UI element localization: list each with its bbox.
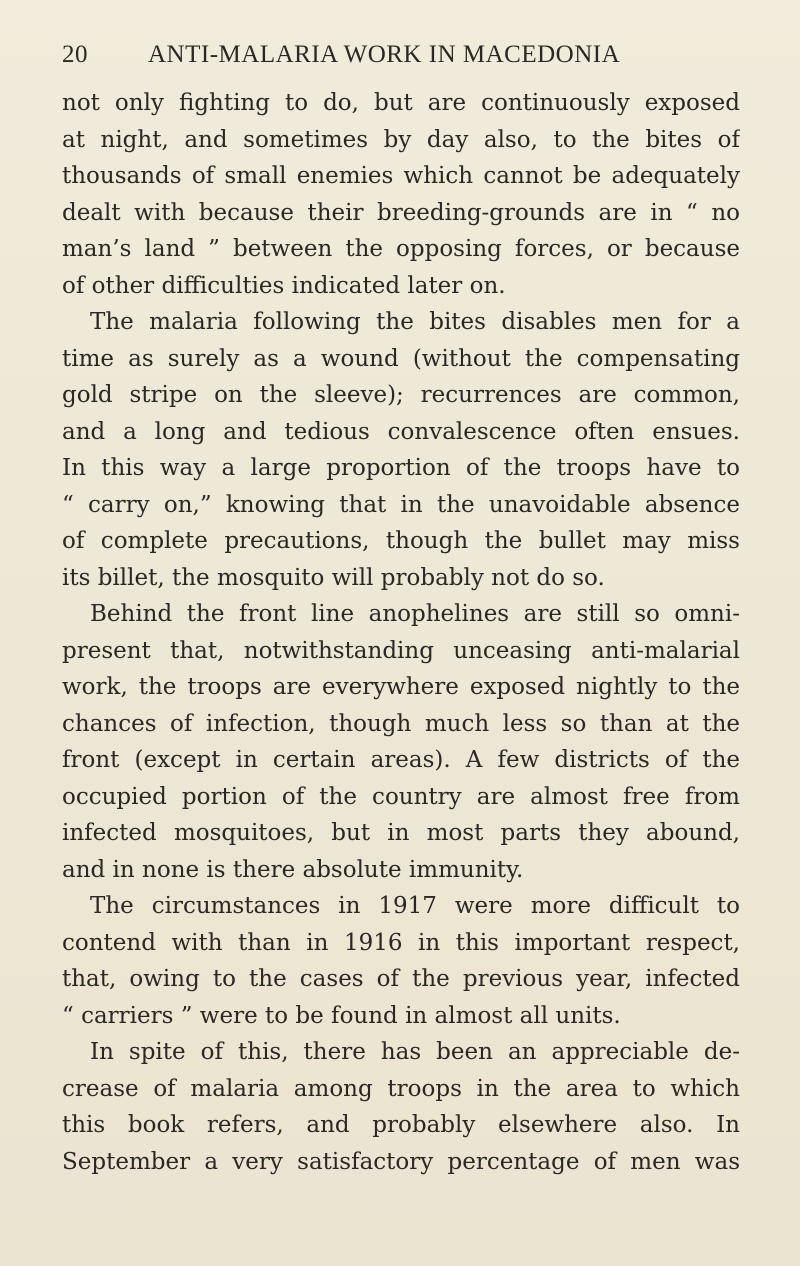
text-line: infected mosquitoes, but in most parts they abound,	[62, 820, 740, 846]
running-head	[62, 38, 742, 72]
text-line: dealt with because their breeding-grounds are in “ no	[62, 199, 740, 226]
text-line: The malaria following the bites disables men for a	[90, 309, 740, 335]
text-line: not only fighting to do, but are continuously exposed	[62, 90, 740, 116]
text-line: Behind the front line anophelines are still so omni-	[90, 601, 740, 627]
text-line: time as surely as a wound (without the compensating	[62, 345, 740, 372]
text-line: present that, notwithstanding unceasing anti-malarial	[62, 637, 740, 664]
text-line: September a very satisfactory percentage of men was	[62, 1148, 740, 1175]
text-line: occupied portion of the country are almost free from	[62, 783, 740, 810]
text-line: “ carriers ” were to be found in almost all units.	[62, 1002, 621, 1029]
paragraph	[62, 888, 740, 1034]
text-line: of other difficulties indicated later on.	[62, 272, 506, 299]
text-line: “ carry on,” knowing that in the unavoidable absence	[62, 491, 740, 518]
page-number: 20	[62, 41, 88, 68]
paragraph	[62, 304, 740, 596]
text-line: crease of malaria among troops in the area to which	[62, 1075, 740, 1102]
text-line: and a long and tedious convalescence often ensues.	[62, 418, 740, 445]
body-text	[62, 85, 740, 1180]
text-line: In spite of this, there has been an appreciable de-	[90, 1039, 740, 1065]
paragraph	[62, 85, 740, 304]
text-line: The circumstances in 1917 were more difficult to	[90, 893, 740, 919]
text-line: chances of infection, though much less so than at the	[62, 710, 740, 737]
text-line: work, the troops are everywhere exposed nightly to the	[62, 674, 740, 700]
text-line: man’s land ” between the opposing forces, or because	[62, 236, 740, 262]
text-line: thousands of small enemies which cannot be adequately	[62, 163, 740, 189]
paragraph	[62, 1034, 740, 1180]
text-line: front (except in certain areas). A few districts of the	[62, 747, 740, 773]
text-line: at night, and sometimes by day also, to the bites of	[62, 126, 740, 153]
text-line: contend with than in 1916 in this important respect,	[62, 929, 740, 956]
text-line: this book refers, and probably elsewhere also. In	[62, 1112, 740, 1138]
paragraph	[62, 596, 740, 888]
text-line: that, owing to the cases of the previous year, infected	[62, 966, 740, 992]
running-title: ANTI-MALARIA WORK IN MACEDONIA	[148, 41, 621, 68]
text-line: its billet, the mosquito will probably not do so.	[62, 564, 605, 591]
text-line: and in none is there absolute immunity.	[62, 856, 524, 883]
text-line: gold stripe on the sleeve); recurrences are common,	[62, 382, 740, 408]
text-line: In this way a large proportion of the troops have to	[62, 455, 740, 481]
text-line: of complete precautions, though the bullet may miss	[62, 528, 740, 554]
